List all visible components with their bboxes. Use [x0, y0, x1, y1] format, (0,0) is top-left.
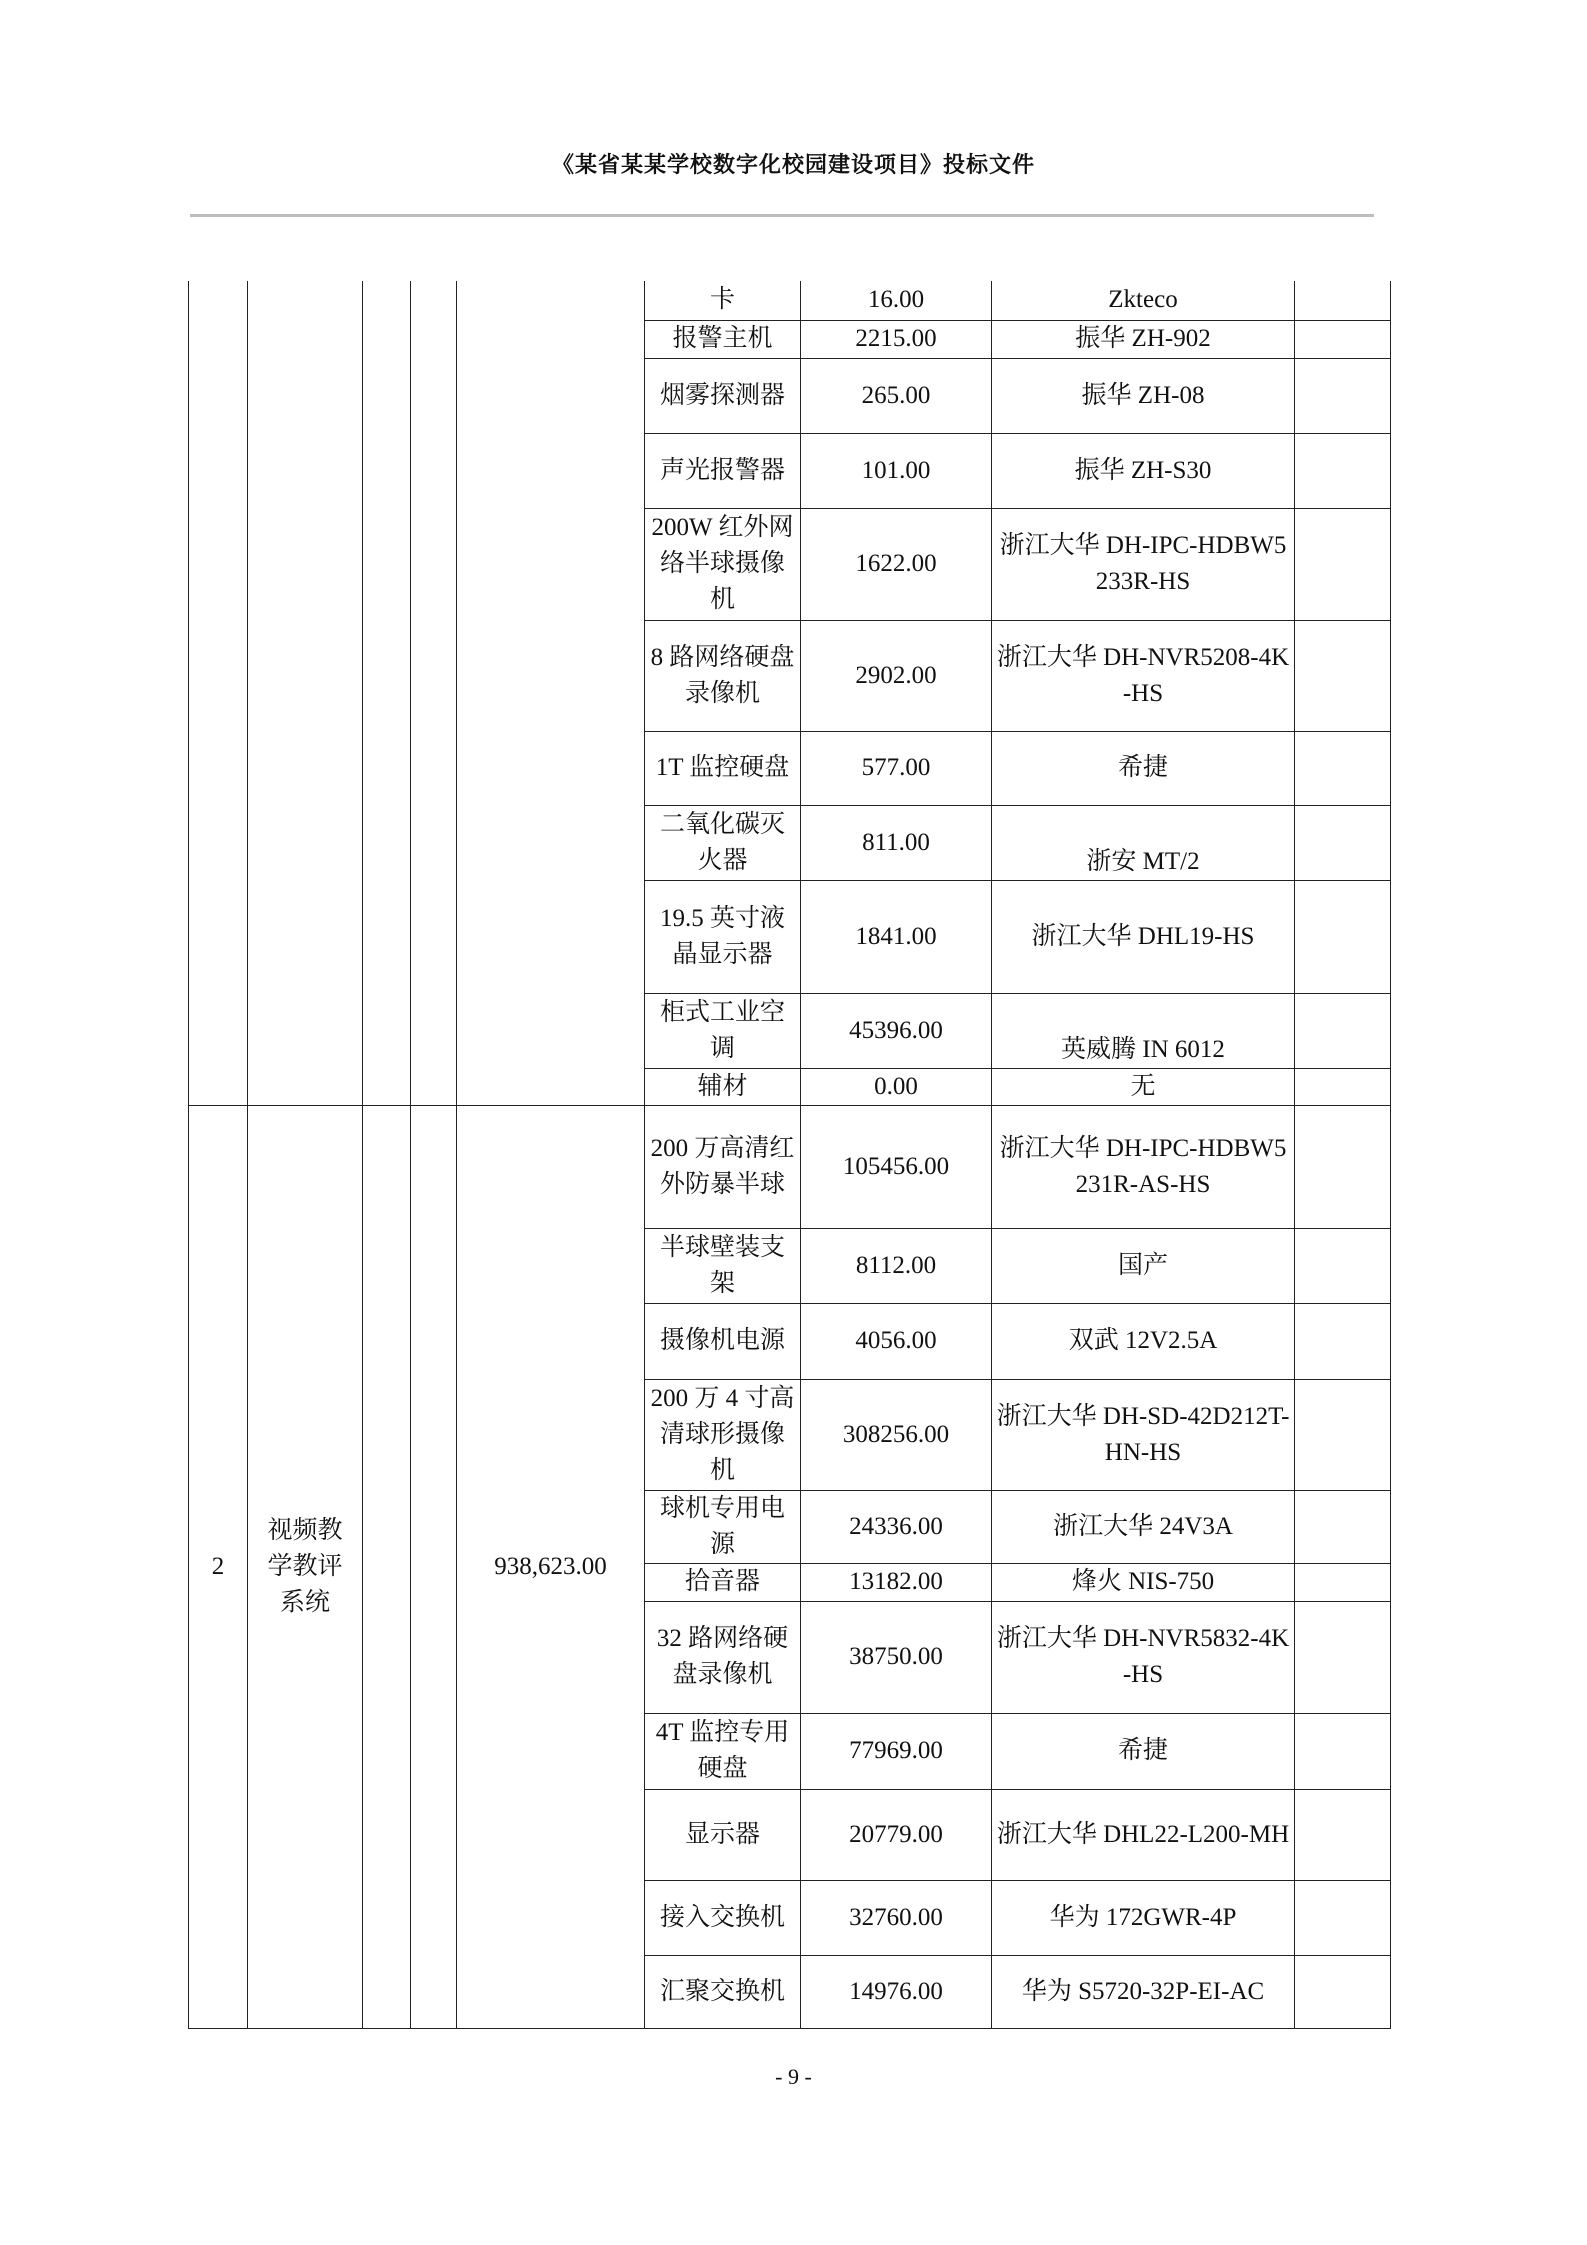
item-price-cell: 8112.00: [801, 1228, 992, 1303]
table-row: [189, 1105, 1391, 1228]
item-brand-cell: 无: [992, 1068, 1295, 1105]
empty-cell: [457, 281, 645, 1105]
system-name-cell: 视频教学教评系统: [248, 1105, 363, 2028]
item-price-cell: 32760.00: [801, 1880, 992, 1955]
remarks-cell: [1295, 358, 1391, 433]
item-name-cell: 球机专用电源: [645, 1490, 801, 1563]
header-divider: [190, 214, 1374, 217]
item-name-cell: 辅材: [645, 1068, 801, 1105]
item-name-cell: 19.5 英寸液晶显示器: [645, 880, 801, 993]
item-name-cell: 200W 红外网络半球摄像机: [645, 508, 801, 620]
item-price-cell: 24336.00: [801, 1490, 992, 1563]
item-name-cell: 声光报警器: [645, 433, 801, 508]
remarks-cell: [1295, 731, 1391, 805]
item-price-cell: 14976.00: [801, 1955, 992, 2028]
empty-cell: [189, 281, 248, 1105]
item-brand-cell: 浙江大华 DHL22-L200-MH: [992, 1789, 1295, 1880]
empty-cell: [363, 281, 411, 1105]
item-price-cell: 20779.00: [801, 1789, 992, 1880]
item-brand-cell: 浙江大华 DH-NVR5208-4K-HS: [992, 620, 1295, 731]
remarks-cell: [1295, 1303, 1391, 1379]
item-brand-cell: 英威腾 IN 6012: [992, 993, 1295, 1068]
item-price-cell: 2215.00: [801, 320, 992, 358]
item-brand-cell: 国产: [992, 1228, 1295, 1303]
empty-cell: [411, 281, 457, 1105]
item-name-cell: 200 万高清红外防暴半球: [645, 1105, 801, 1228]
item-price-cell: 101.00: [801, 433, 992, 508]
item-brand-cell: 浙江大华 DHL19-HS: [992, 880, 1295, 993]
item-brand-cell: 华为 172GWR-4P: [992, 1880, 1295, 1955]
item-brand-cell: 振华 ZH-08: [992, 358, 1295, 433]
remarks-cell: [1295, 1228, 1391, 1303]
item-name-cell: 32 路网络硬盘录像机: [645, 1601, 801, 1713]
remarks-cell: [1295, 1955, 1391, 2028]
system-total-cell: 938,623.00: [457, 1105, 645, 2028]
remarks-cell: [1295, 1880, 1391, 1955]
remarks-cell: [1295, 805, 1391, 880]
document-header-title: 《某省某某学校数字化校园建设项目》投标文件: [551, 152, 1035, 177]
item-brand-cell: 华为 S5720-32P-EI-AC: [992, 1955, 1295, 2028]
page-number: - 9 -: [775, 2064, 812, 2089]
row-index-cell: 2: [189, 1105, 248, 2028]
remarks-cell: [1295, 1563, 1391, 1601]
item-price-cell: 1622.00: [801, 508, 992, 620]
item-brand-cell: 浙安 MT/2: [992, 805, 1295, 880]
item-name-cell: 烟雾探测器: [645, 358, 801, 433]
item-name-cell: 显示器: [645, 1789, 801, 1880]
item-name-cell: 接入交换机: [645, 1880, 801, 1955]
item-price-cell: 265.00: [801, 358, 992, 433]
item-price-cell: 77969.00: [801, 1713, 992, 1789]
item-name-cell: 1T 监控硬盘: [645, 731, 801, 805]
item-name-cell: 200 万 4 寸高清球形摄像机: [645, 1379, 801, 1490]
item-name-cell: 摄像机电源: [645, 1303, 801, 1379]
table-row: [189, 281, 1391, 320]
remarks-cell: [1295, 1379, 1391, 1490]
item-brand-cell: 希捷: [992, 731, 1295, 805]
remarks-cell: [1295, 1490, 1391, 1563]
item-brand-cell: 烽火 NIS-750: [992, 1563, 1295, 1601]
empty-cell: [363, 1105, 411, 2028]
item-brand-cell: 振华 ZH-902: [992, 320, 1295, 358]
remarks-cell: [1295, 320, 1391, 358]
remarks-cell: [1295, 508, 1391, 620]
item-price-cell: 308256.00: [801, 1379, 992, 1490]
remarks-cell: [1295, 281, 1391, 320]
remarks-cell: [1295, 1105, 1391, 1228]
item-price-cell: 45396.00: [801, 993, 992, 1068]
item-name-cell: 报警主机: [645, 320, 801, 358]
item-price-cell: 1841.00: [801, 880, 992, 993]
item-price-cell: 577.00: [801, 731, 992, 805]
remarks-cell: [1295, 620, 1391, 731]
remarks-cell: [1295, 433, 1391, 508]
item-brand-cell: 浙江大华 DH-SD-42D212T-HN-HS: [992, 1379, 1295, 1490]
item-brand-cell: 振华 ZH-S30: [992, 433, 1295, 508]
item-price-cell: 38750.00: [801, 1601, 992, 1713]
remarks-cell: [1295, 993, 1391, 1068]
item-brand-cell: Zkteco: [992, 281, 1295, 320]
remarks-cell: [1295, 1789, 1391, 1880]
item-price-cell: 2902.00: [801, 620, 992, 731]
item-price-cell: 105456.00: [801, 1105, 992, 1228]
item-brand-cell: 双武 12V2.5A: [992, 1303, 1295, 1379]
item-brand-cell: 浙江大华 DH-NVR5832-4K-HS: [992, 1601, 1295, 1713]
item-name-cell: 卡: [645, 281, 801, 320]
remarks-cell: [1295, 880, 1391, 993]
item-price-cell: 16.00: [801, 281, 992, 320]
remarks-cell: [1295, 1601, 1391, 1713]
item-name-cell: 半球壁装支架: [645, 1228, 801, 1303]
item-price-cell: 811.00: [801, 805, 992, 880]
item-price-cell: 4056.00: [801, 1303, 992, 1379]
item-brand-cell: 浙江大华 24V3A: [992, 1490, 1295, 1563]
equipment-price-table: [188, 281, 1391, 2029]
item-price-cell: 0.00: [801, 1068, 992, 1105]
item-brand-cell: 浙江大华 DH-IPC-HDBW5233R-HS: [992, 508, 1295, 620]
item-price-cell: 13182.00: [801, 1563, 992, 1601]
item-brand-cell: 浙江大华 DH-IPC-HDBW5231R-AS-HS: [992, 1105, 1295, 1228]
remarks-cell: [1295, 1713, 1391, 1789]
item-name-cell: 4T 监控专用硬盘: [645, 1713, 801, 1789]
item-name-cell: 二氧化碳灭火器: [645, 805, 801, 880]
item-brand-cell: 希捷: [992, 1713, 1295, 1789]
empty-cell: [248, 281, 363, 1105]
item-name-cell: 柜式工业空调: [645, 993, 801, 1068]
item-name-cell: 拾音器: [645, 1563, 801, 1601]
empty-cell: [411, 1105, 457, 2028]
item-name-cell: 8 路网络硬盘录像机: [645, 620, 801, 731]
remarks-cell: [1295, 1068, 1391, 1105]
item-name-cell: 汇聚交换机: [645, 1955, 801, 2028]
